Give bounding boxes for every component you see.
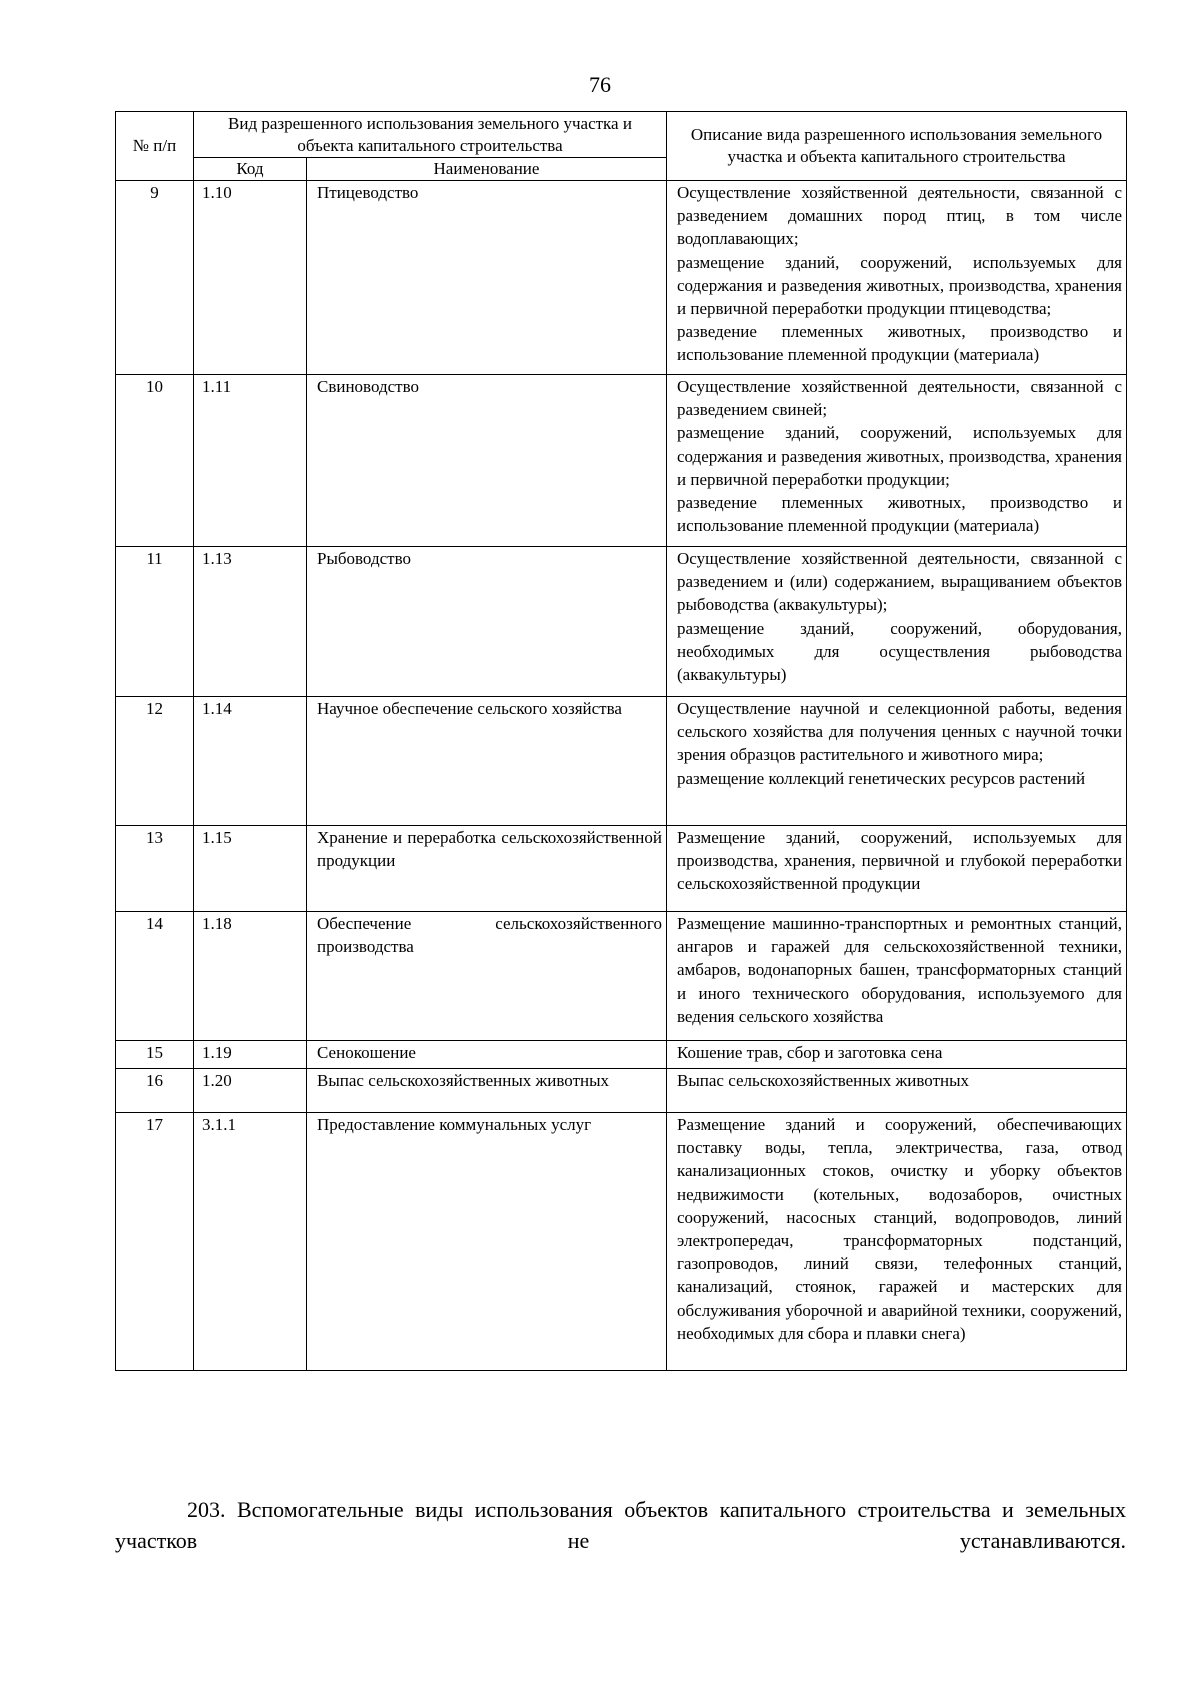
row-description <box>667 697 1127 826</box>
row-code: 1.18 <box>194 912 307 1041</box>
row-description-paragraph: разведение племенных животных, производство и использование племенной продукции (материала) <box>677 493 1122 536</box>
row-code: 1.10 <box>194 181 307 375</box>
row-description-paragraph: Размещение зданий, сооружений, используемых для производства, хранения, первичной и глубокой переработки сельскохозяйственной продукции <box>677 828 1122 894</box>
row-name <box>307 912 667 1041</box>
table-row <box>116 375 1127 547</box>
row-name <box>307 697 667 826</box>
row-name-text: Предоставление коммунальных услуг <box>317 1115 592 1134</box>
row-description <box>667 826 1127 912</box>
header-code: Код <box>194 158 307 181</box>
row-name-text: Научное обеспечение сельского хозяйства <box>317 699 622 718</box>
row-code: 1.20 <box>194 1069 307 1113</box>
row-name-text: Выпас сельскохозяйственных животных <box>317 1071 610 1090</box>
header-name: Наименование <box>307 158 667 181</box>
row-number: 11 <box>116 547 194 697</box>
row-name-text: Свиноводство <box>317 377 420 396</box>
row-description-paragraph: Размещение зданий и сооружений, обеспечивающих поставку воды, тепла, электричества, газа, отвод канализационных стоков, очистку и уборку объектов недвижимости (котельных, водозаборов, очистных сооружений, насосных станций, водопроводов, линий электропередач, трансформаторных подстанций, газопроводов, линий связи, телефонных станций, канализаций, стоянок, гаражей и мастерских для обслуживания уборочной и аварийной техники, сооружений, необходимых для сбора и плавки снега) <box>677 1115 1122 1343</box>
header-description: Описание вида разрешенного использования земельного участка и объекта капитального строительства <box>667 112 1127 181</box>
row-number: 13 <box>116 826 194 912</box>
table-row <box>116 1041 1127 1069</box>
row-description-paragraph: Кошение трав, сбор и заготовка сена <box>677 1043 943 1062</box>
row-description <box>667 181 1127 375</box>
row-name <box>307 1041 667 1069</box>
row-number: 12 <box>116 697 194 826</box>
row-description-paragraph: Осуществление хозяйственной деятельности, связанной с разведением свиней; <box>677 377 1122 420</box>
row-number: 17 <box>116 1113 194 1371</box>
row-name-text: Птицеводство <box>317 183 419 202</box>
table-row <box>116 1069 1127 1113</box>
table-row <box>116 697 1127 826</box>
row-name <box>307 1113 667 1371</box>
row-description <box>667 1041 1127 1069</box>
row-number: 10 <box>116 375 194 547</box>
row-name-text: Рыбоводство <box>317 549 411 568</box>
row-description-paragraph: размещение коллекций генетических ресурсов растений <box>677 768 1086 788</box>
row-name <box>307 547 667 697</box>
row-description-paragraph: размещение зданий, сооружений, используемых для содержания и разведения животных, производства, хранения и первичной переработки продукции птицеводства; <box>677 252 1122 319</box>
footer-paragraph <box>115 1494 1126 1556</box>
row-description <box>667 1113 1127 1371</box>
footer-text: 203. Вспомогательные виды использования объектов капитального строительства и земельных участков не устанавливаются. <box>115 1497 1126 1553</box>
row-description-paragraph: Осуществление научной и селекционной работы, ведения сельского хозяйства для получения ценных с научной точки зрения образцов растительного и животного мира; <box>677 699 1122 765</box>
table-row <box>116 547 1127 697</box>
header-group: Вид разрешенного использования земельного участка и объекта капитального строительства <box>194 112 667 158</box>
row-description-paragraph: Размещение машинно-транспортных и ремонтных станций, ангаров и гаражей для сельскохозяйственной техники, амбаров, водонапорных башен, трансформаторных станций и иного технического оборудования, используемого для ведения сельского хозяйства <box>677 914 1122 1026</box>
row-description <box>667 375 1127 547</box>
row-name-text: Хранение и переработка сельскохозяйственной продукции <box>317 828 662 871</box>
header-num: № п/п <box>116 112 194 181</box>
row-name <box>307 375 667 547</box>
row-description-paragraph: Осуществление хозяйственной деятельности, связанной с разведением и (или) содержанием, выращиванием объектов рыбоводства (аквакультуры); <box>677 549 1122 615</box>
row-number: 15 <box>116 1041 194 1069</box>
row-number: 14 <box>116 912 194 1041</box>
row-code: 1.19 <box>194 1041 307 1069</box>
row-code: 1.13 <box>194 547 307 697</box>
table-row <box>116 912 1127 1041</box>
table-row <box>116 1113 1127 1371</box>
row-name <box>307 826 667 912</box>
page-number: 76 <box>589 72 611 97</box>
table-row <box>116 826 1127 912</box>
row-name <box>307 181 667 375</box>
row-description <box>667 547 1127 697</box>
row-code: 1.15 <box>194 826 307 912</box>
row-description-paragraph: размещение зданий, сооружений, используемых для содержания и разведения животных, производства, хранения и первичной переработки продукции; <box>677 423 1122 489</box>
table-row <box>116 181 1127 375</box>
row-description <box>667 912 1127 1041</box>
row-number: 16 <box>116 1069 194 1113</box>
row-code: 1.11 <box>194 375 307 547</box>
table-header <box>116 112 1127 181</box>
row-description-paragraph: разведение племенных животных, производство и использование племенной продукции (материала) <box>677 322 1122 365</box>
row-description <box>667 1069 1127 1113</box>
row-name <box>307 1069 667 1113</box>
row-name-text: Обеспечение сельскохозяйственного производства <box>317 914 662 957</box>
row-code: 3.1.1 <box>194 1113 307 1371</box>
row-description-paragraph: размещение зданий, сооружений, оборудования, необходимых для осуществления рыбоводства (аквакультуры) <box>677 618 1122 685</box>
row-name-text: Сенокошение <box>317 1043 416 1062</box>
table-body <box>116 181 1127 1371</box>
row-description-paragraph: Осуществление хозяйственной деятельности, связанной с разведением домашних пород птиц, в том числе водоплавающих; <box>677 183 1122 249</box>
row-number: 9 <box>116 181 194 375</box>
row-code: 1.14 <box>194 697 307 826</box>
land-use-table <box>115 111 1127 1371</box>
row-description-paragraph: Выпас сельскохозяйственных животных <box>677 1071 970 1090</box>
